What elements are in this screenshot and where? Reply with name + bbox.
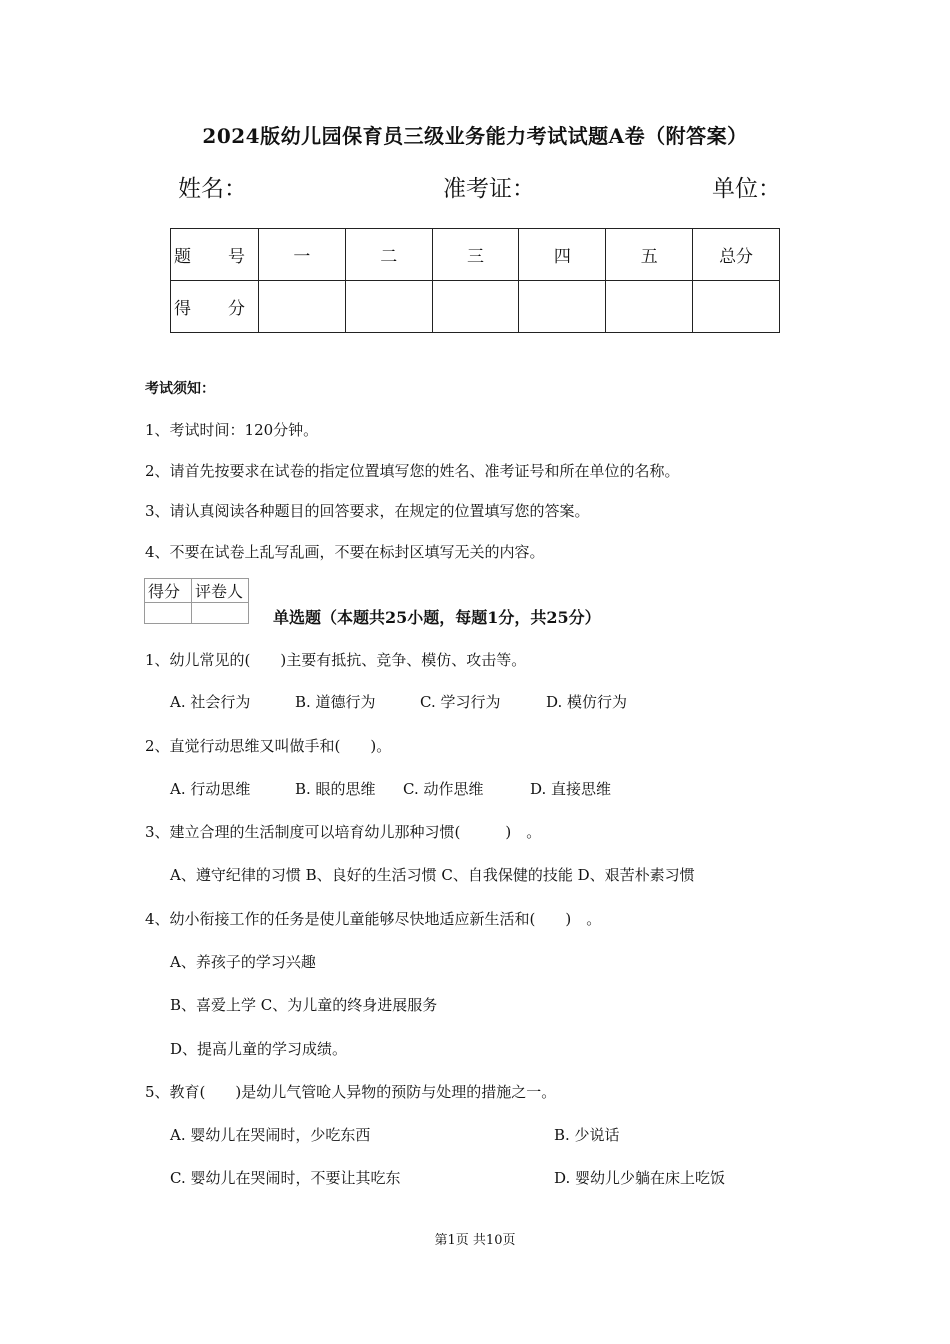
question-option: B、喜爱上学 C、为儿童的终身进展服务 [170, 996, 438, 1014]
score-cell-1[interactable] [258, 281, 345, 333]
section-5-header: 五 [606, 229, 693, 281]
score-cell-5[interactable] [606, 281, 693, 333]
notice-item: 1、考试时间：120分钟。 [145, 421, 319, 439]
section-2-header: 二 [345, 229, 432, 281]
score-table [170, 228, 780, 333]
question-option: C. 动作思维 [403, 780, 484, 798]
question-option: B. 少说话 [554, 1126, 620, 1144]
score-table-score-row [171, 281, 780, 333]
question-stem: 1、幼儿常见的( )主要有抵抗、竞争、模仿、攻击等。 [145, 651, 527, 669]
exam-id-field-label: 准考证： [443, 176, 535, 202]
notice-item: 4、不要在试卷上乱写乱画，不要在标封区填写无关的内容。 [145, 543, 545, 561]
question-option: D、提高儿童的学习成绩。 [170, 1040, 348, 1058]
question-option: A、养孩子的学习兴趣 [170, 953, 316, 971]
notice-item: 2、请首先按要求在试卷的指定位置填写您的姓名、准考证号和所在单位的名称。 [145, 462, 680, 480]
question-option: D. 婴幼儿少躺在床上吃饭 [554, 1169, 726, 1187]
section-3-header: 三 [432, 229, 519, 281]
grader-box [144, 578, 249, 624]
question-option: D. 模仿行为 [546, 693, 628, 711]
question-option: A. 行动思维 [170, 780, 251, 798]
notice-title: 考试须知： [145, 381, 215, 397]
score-table-header-row [171, 229, 780, 281]
question-stem: 5、教育( )是幼儿气管呛人异物的预防与处理的措施之一。 [145, 1083, 557, 1101]
question-option: C. 婴幼儿在哭闹时，不要让其吃东 [170, 1169, 401, 1187]
question-option: C. 学习行为 [420, 693, 501, 711]
question-stem: 4、幼小衔接工作的任务是使儿童能够尽快地适应新生活和( ) 。 [145, 910, 602, 928]
page-footer: 第1页 共10页 [434, 1233, 516, 1248]
section-1-header: 一 [258, 229, 345, 281]
section-4-header: 四 [519, 229, 606, 281]
question-option: A、遵守纪律的习惯 B、良好的生活习惯 C、自我保健的技能 D、艰苦朴素习惯 [170, 866, 695, 884]
score-cell-2[interactable] [345, 281, 432, 333]
question-stem: 3、建立合理的生活制度可以培育幼儿那种习惯( ) 。 [145, 823, 542, 841]
score-row-label: 得 分 [171, 281, 259, 333]
grader-reviewer-label: 评卷人 [192, 579, 249, 603]
question-stem: 2、直觉行动思维又叫做手和( )。 [145, 737, 392, 755]
name-field-label: 姓名： [178, 176, 247, 202]
question-option: A. 婴幼儿在哭闹时，少吃东西 [170, 1126, 371, 1144]
unit-field-label: 单位： [712, 176, 781, 202]
score-cell-total[interactable] [693, 281, 780, 333]
question-option: A. 社会行为 [170, 693, 251, 711]
section-title: 单选题（本题共25小题，每题1分，共25分） [273, 608, 601, 627]
score-cell-3[interactable] [432, 281, 519, 333]
grader-score-cell[interactable] [145, 603, 192, 624]
question-option: B. 道德行为 [295, 693, 376, 711]
notice-item: 3、请认真阅读各种题目的回答要求，在规定的位置填写您的答案。 [145, 502, 590, 520]
grader-score-label: 得分 [145, 579, 192, 603]
question-option: B. 眼的思维 [295, 780, 376, 798]
question-option: D. 直接思维 [530, 780, 612, 798]
grader-reviewer-cell[interactable] [192, 603, 249, 624]
question-number-label: 题 号 [171, 229, 259, 281]
total-header: 总分 [693, 229, 780, 281]
score-cell-4[interactable] [519, 281, 606, 333]
exam-title: 2024版幼儿园保育员三级业务能力考试试题A卷（附答案） [202, 124, 748, 148]
